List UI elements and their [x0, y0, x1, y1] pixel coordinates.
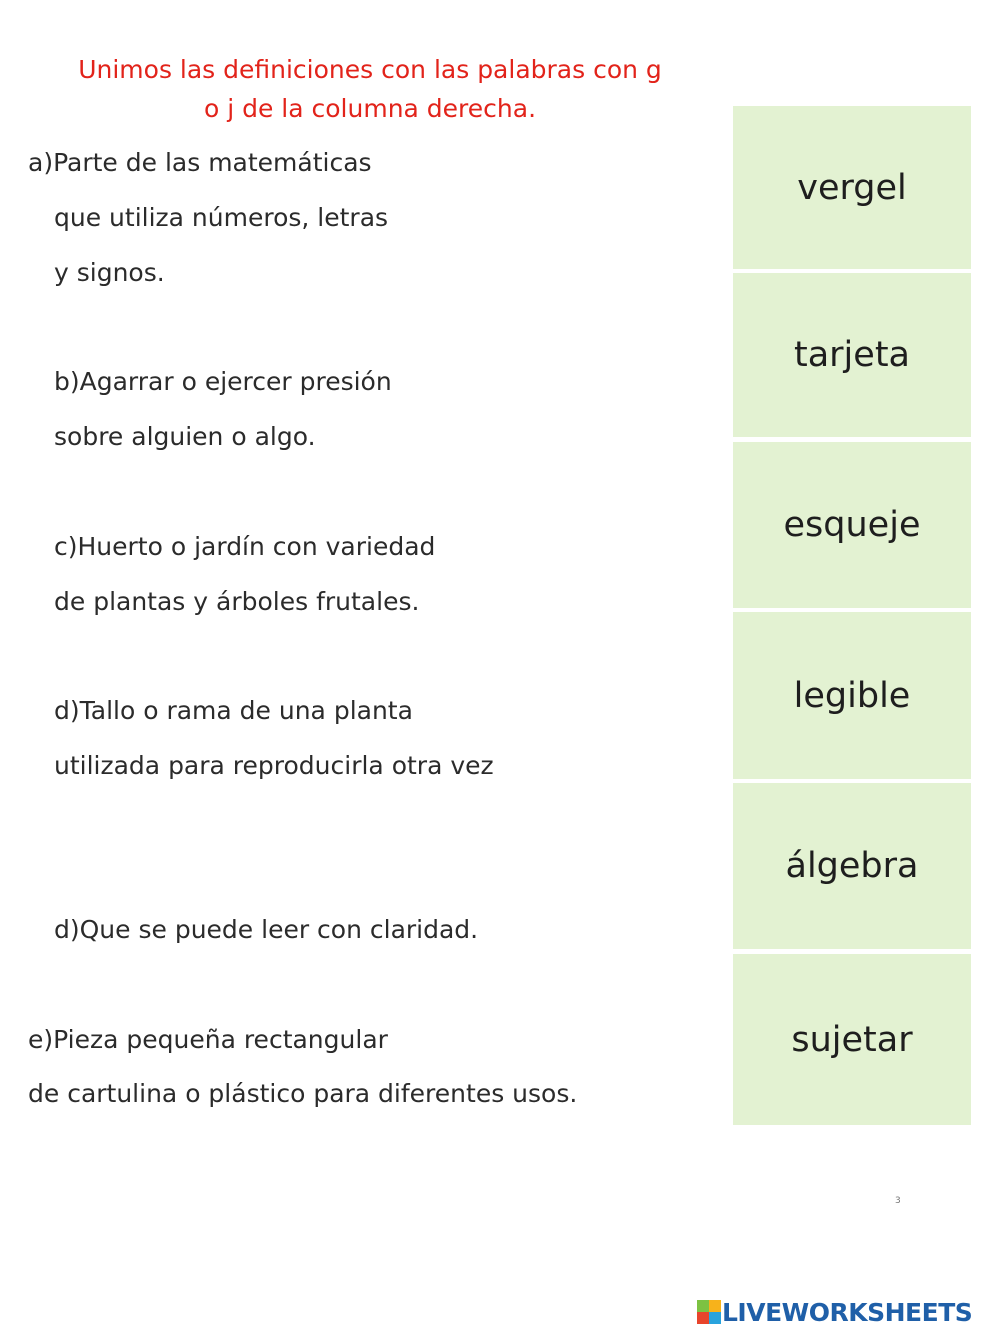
- word-box-algebra[interactable]: álgebra: [733, 783, 971, 949]
- definition-a-line-3: y signos.: [54, 258, 165, 287]
- definition-e-line-2: de cartulina o plástico para diferentes usos.: [28, 1079, 578, 1108]
- definition-a-line-1: a)Parte de las matemáticas: [28, 148, 372, 177]
- instruction-line-2: o j de la columna derecha.: [203, 94, 537, 123]
- page-number: 3: [895, 1196, 901, 1206]
- definition-e-line-1: e)Pieza pequeña rectangular: [28, 1025, 388, 1054]
- brand-name: LIVEWORKSHEETS: [722, 1297, 973, 1327]
- definition-d-line-2: utilizada para reproducirla otra vez: [54, 751, 494, 780]
- word-box-tarjeta[interactable]: tarjeta: [733, 273, 971, 437]
- brand-squares-icon: [697, 1300, 721, 1324]
- definition-c-line-1: c)Huerto o jardín con variedad: [54, 532, 436, 561]
- definition-b-line-2: sobre alguien o algo.: [54, 422, 316, 451]
- word-box-esqueje[interactable]: esqueje: [733, 442, 971, 608]
- instruction-line-1: Unimos las definiciones con las palabras con g: [78, 55, 662, 84]
- definition-a-line-2: que utiliza números, letras: [54, 203, 389, 232]
- word-box-vergel[interactable]: vergel: [733, 106, 971, 269]
- definition-d2-line-1: d)Que se puede leer con claridad.: [54, 915, 479, 944]
- definition-c-line-2: de plantas y árboles frutales.: [54, 587, 420, 616]
- word-box-legible[interactable]: legible: [733, 612, 971, 779]
- brand-logo[interactable]: [697, 1294, 972, 1330]
- definition-d-line-1: d)Tallo o rama de una planta: [54, 696, 413, 725]
- word-box-sujetar[interactable]: sujetar: [733, 954, 971, 1125]
- definition-b-line-1: b)Agarrar o ejercer presión: [54, 367, 392, 396]
